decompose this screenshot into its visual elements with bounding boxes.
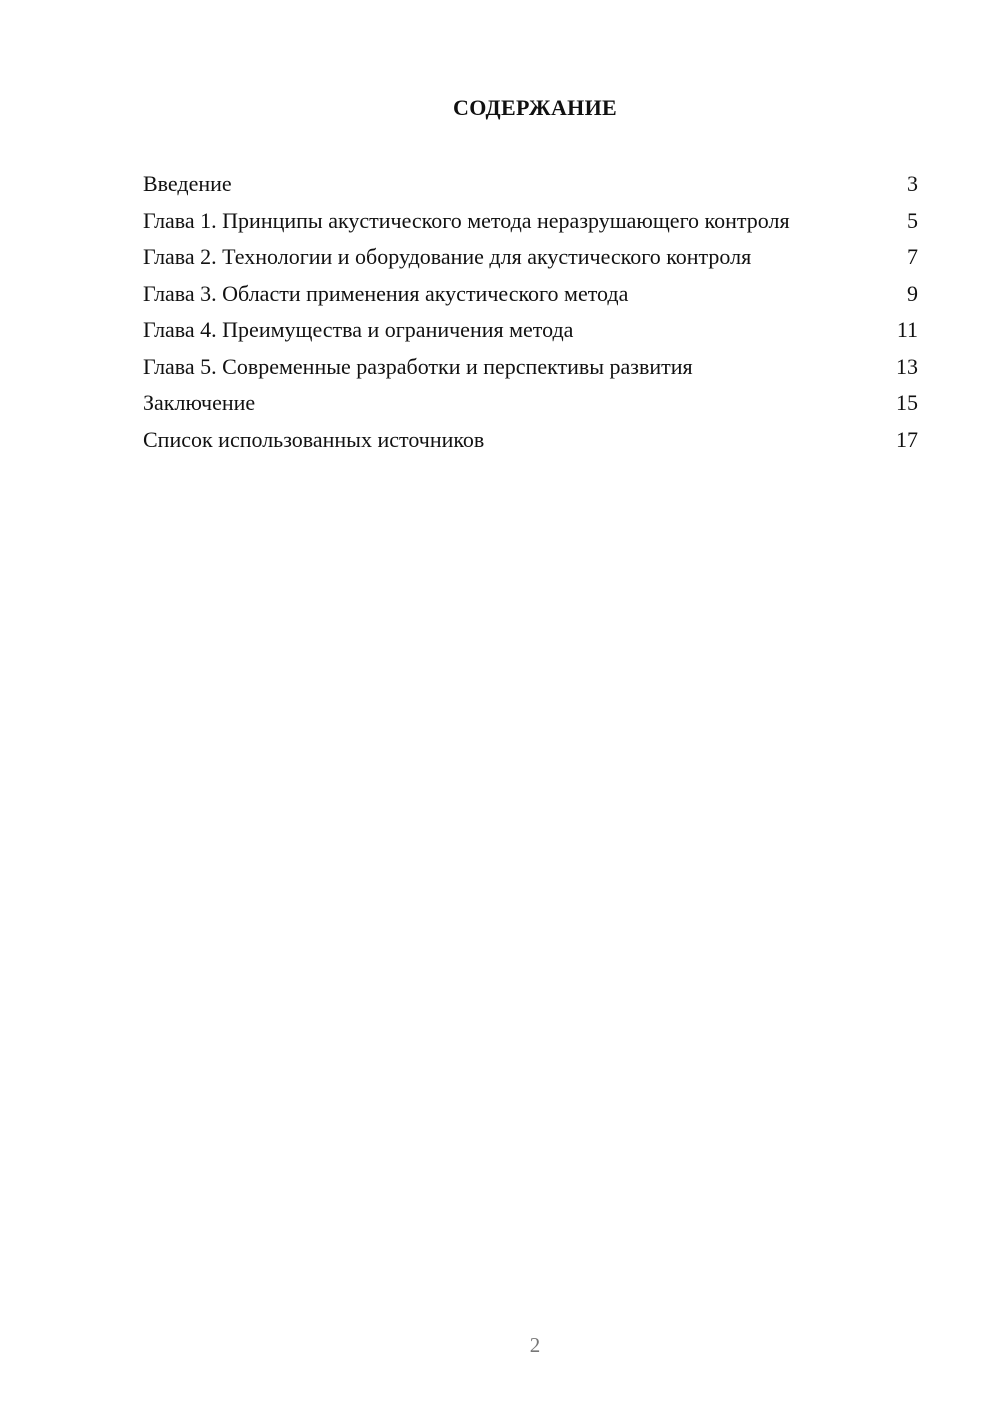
toc-entry-page: 9 — [907, 280, 918, 306]
table-of-contents — [143, 170, 918, 462]
toc-entry-title: Заключение — [143, 390, 256, 415]
toc-entry-chapter-1 — [143, 207, 918, 234]
toc-entry-title: Введение — [143, 171, 232, 196]
toc-entry-title: Глава 3. Области применения акустического метода — [143, 280, 629, 306]
toc-heading: СОДЕРЖАНИЕ — [453, 95, 617, 120]
toc-entry-title: Глава 2. Технологии и оборудование для акустического контроля — [143, 244, 752, 269]
toc-entry-page: 7 — [907, 244, 918, 269]
toc-entry-references — [143, 426, 918, 453]
toc-entry-chapter-5 — [143, 353, 918, 380]
toc-entry-page: 17 — [896, 426, 918, 452]
toc-entry-title: Глава 1. Принципы акустического метода неразрушающего контроля — [143, 207, 790, 233]
toc-entry-title: Глава 4. Преимущества и ограничения метода — [143, 317, 574, 342]
toc-entry-page: 3 — [907, 171, 918, 196]
toc-entry-page: 13 — [896, 353, 918, 379]
toc-entry-chapter-2 — [143, 243, 918, 270]
toc-entry-title: Список использованных источников — [143, 426, 485, 452]
page-number: 2 — [529, 1333, 541, 1357]
toc-entry-introduction — [143, 170, 918, 197]
toc-entry-page: 15 — [896, 390, 918, 415]
toc-entry-title: Глава 5. Современные разработки и перспективы развития — [143, 353, 693, 379]
toc-entry-page: 11 — [896, 317, 918, 342]
toc-entry-page: 5 — [907, 207, 918, 233]
toc-entry-conclusion — [143, 389, 918, 416]
toc-entry-chapter-4 — [143, 316, 918, 343]
toc-entry-chapter-3 — [143, 280, 918, 307]
